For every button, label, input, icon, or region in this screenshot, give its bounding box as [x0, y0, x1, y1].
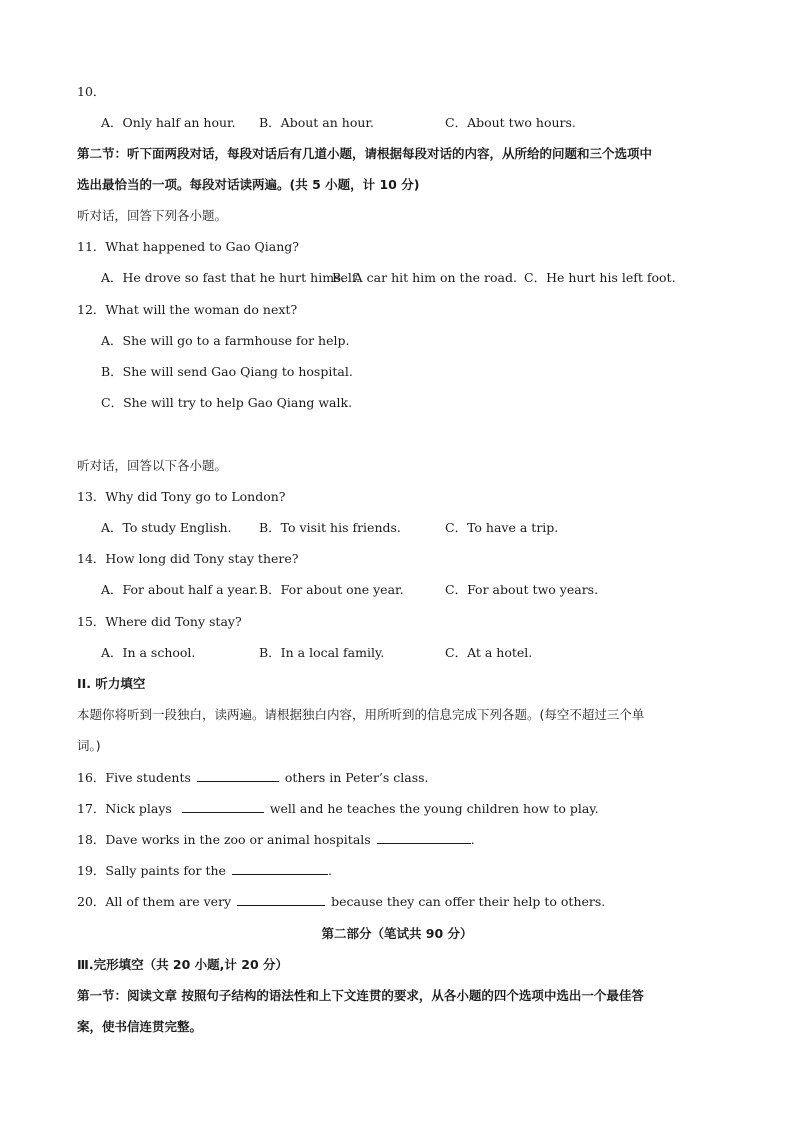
fill-18-suffix: . — [470, 832, 475, 847]
fill-16-suffix: others in Peter’s class. — [284, 770, 429, 785]
part2-instruction-line1: 本题你将听到一段独白，读两遍。请根据独白内容，用所听到的信息完成下列各题。(每空不超过三个单 — [77, 707, 645, 722]
fill-18-blank[interactable] — [377, 831, 471, 844]
q15-option-c: C．At a hotel. — [445, 645, 533, 660]
fill-17-prefix: 17．Nick plays — [77, 801, 172, 816]
q12-option-a: A．She will go to a farmhouse for help. — [101, 333, 350, 348]
q15-option-a: A．In a school. — [101, 645, 196, 660]
fill-19-suffix: . — [327, 863, 332, 878]
fill-item-16 — [77, 769, 429, 787]
q11-option-a: A．He drove so fast that he hurt himself. — [101, 270, 361, 285]
fill-20-prefix: 20．All of them are very — [77, 894, 232, 909]
q14-option-b: B．For about one year. — [259, 582, 404, 597]
q13-stem: 13．Why did Tony go to London? — [77, 489, 286, 504]
q10-option-b: B．About an hour. — [259, 115, 374, 130]
section2-instruction-line2: 选出最恰当的一项。每段对话读两遍。(共 5 小题，计 10 分) — [77, 177, 420, 192]
part3-instruction-line1: 第一节：阅读文章 按照句子结构的语法性和上下文连贯的要求，从各小题的四个选项中选出一个最佳答 — [77, 988, 644, 1003]
q15-option-b: B．In a local family. — [259, 645, 385, 660]
q12-option-b: B．She will send Gao Qiang to hospital. — [101, 364, 353, 379]
q13-option-a: A．To study English. — [101, 520, 232, 535]
q15-stem: 15．Where did Tony stay? — [77, 614, 242, 629]
fill-16-blank[interactable] — [197, 769, 279, 782]
q10-option-a: A．Only half an hour. — [101, 115, 236, 130]
fill-item-19 — [77, 862, 332, 880]
fill-19-prefix: 19．Sally paints for the — [77, 863, 226, 878]
part3-instruction-line2: 案，使书信连贯完整。 — [77, 1019, 203, 1034]
q12-stem: 12．What will the woman do next? — [77, 302, 298, 317]
q10-number: 10． — [77, 84, 106, 99]
fill-item-20 — [77, 893, 605, 911]
fill-item-17 — [77, 800, 599, 818]
part3-title: Ⅲ.完形填空（共 20 小题,计 20 分） — [77, 957, 289, 972]
q13-option-c: C．To have a trip. — [445, 520, 559, 535]
fill-17-suffix: well and he teaches the young children how to play. — [269, 801, 599, 816]
part2-instruction-line2: 词。) — [77, 738, 101, 753]
q11-stem: 11．What happened to Gao Qiang? — [77, 239, 299, 254]
fill-16-prefix: 16．Five students — [77, 770, 191, 785]
dialog1-intro: 听对话，回答下列各小题。 — [77, 208, 228, 223]
q10-option-c: C．About two hours. — [445, 115, 576, 130]
written-part-title: 第二部分（笔试共 90 分） — [321, 926, 473, 941]
q14-stem: 14．How long did Tony stay there? — [77, 551, 299, 566]
fill-17-blank[interactable] — [182, 800, 264, 813]
q14-option-c: C．For about two years. — [445, 582, 599, 597]
q13-option-b: B．To visit his friends. — [259, 520, 401, 535]
dialog2-intro: 听对话，回答以下各小题。 — [77, 458, 228, 473]
q14-option-a: A．For about half a year. — [101, 582, 259, 597]
fill-20-suffix: because they can offer their help to others. — [331, 894, 606, 909]
part2-title: II. 听力填空 — [77, 676, 146, 691]
fill-19-blank[interactable] — [232, 862, 328, 875]
q12-option-c: C．She will try to help Gao Qiang walk. — [101, 395, 353, 410]
section2-instruction-line1: 第二节：听下面两段对话，每段对话后有几道小题，请根据每段对话的内容，从所给的问题和三个选项中 — [77, 146, 653, 161]
fill-18-prefix: 18．Dave works in the zoo or animal hospitals — [77, 832, 371, 847]
q11-option-b: B．A car hit him on the road. — [332, 270, 517, 285]
fill-20-blank[interactable] — [237, 893, 325, 906]
fill-item-18 — [77, 831, 475, 849]
q11-option-c: C．He hurt his left foot. — [524, 270, 676, 285]
